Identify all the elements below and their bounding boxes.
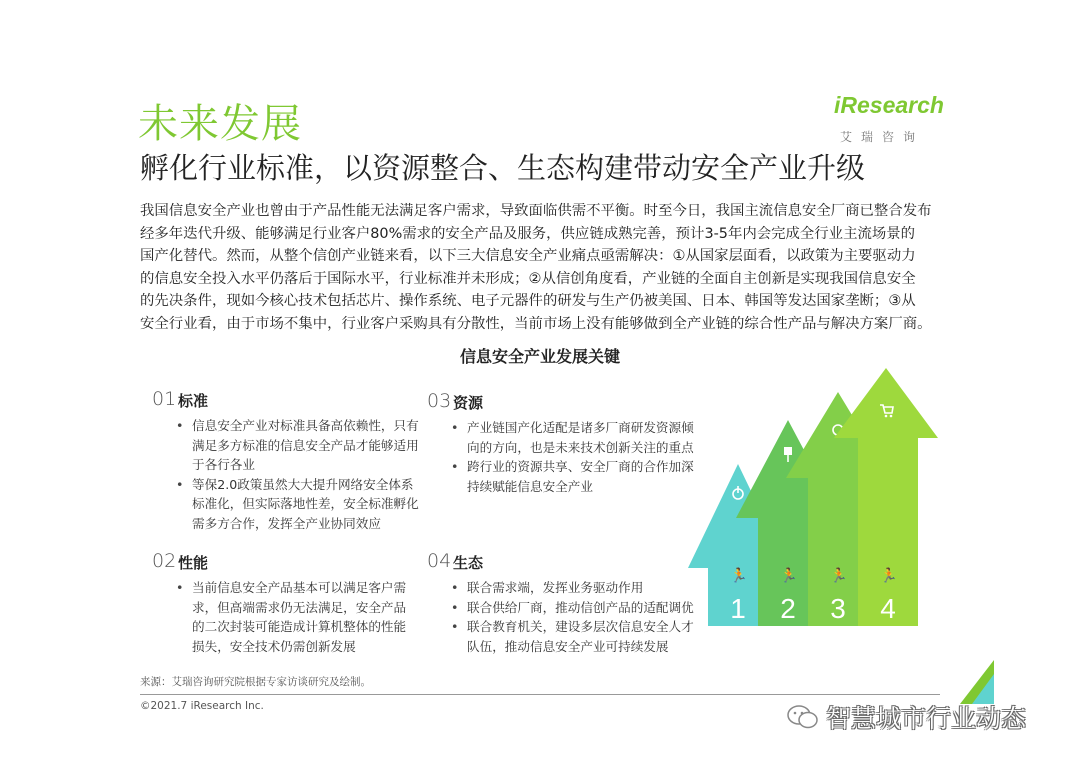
key-block-resources xyxy=(427,390,707,500)
block-bullets xyxy=(174,416,419,533)
block-label: 标准 xyxy=(178,392,209,410)
logo-text: iResearch xyxy=(834,92,944,118)
bullet-text: 于各行各业 xyxy=(192,457,255,472)
bullet-text: 信息安全产业对标准具备高依赖性，只有 xyxy=(192,418,419,433)
bullet-text: 向的方向，也是未来技术创新关注的重点 xyxy=(467,439,694,455)
block-label: 资源 xyxy=(453,394,484,412)
wechat-icon xyxy=(786,703,820,731)
bullet-item xyxy=(449,598,694,618)
bullet-text: 的二次封装可能造成计算机整体的性能 xyxy=(192,619,407,634)
bullet-text: 联合教育机关，建设多层次信息安全人才 xyxy=(467,619,694,634)
bullet-item xyxy=(449,418,694,457)
key-block-standards xyxy=(152,388,452,538)
bullet-text: 满足多方标准的信息安全产品才能够适用 xyxy=(192,437,419,453)
arrow-4-runner-icon: 🏃 xyxy=(880,568,898,584)
bullet-text: 当前信息安全产品基本可以满足客户需 xyxy=(192,580,407,595)
bullet-text: 等保2.0政策虽然大大提升网络安全体系 xyxy=(192,476,414,492)
bullet-text: 持续赋能信息安全产业 xyxy=(467,478,593,494)
iresearch-logo xyxy=(834,88,952,148)
block-bullets xyxy=(174,578,406,656)
block-label: 生态 xyxy=(453,554,484,572)
growth-arrows-graphic xyxy=(688,368,958,630)
bullet-text: 需多方合作，发挥全产业协同效应 xyxy=(192,515,381,531)
bullet-item xyxy=(174,475,419,534)
arrow-2-runner-icon: 🏃 xyxy=(780,568,798,584)
block-bullets xyxy=(449,578,694,656)
block-number: 01 xyxy=(152,388,177,410)
arrow-3-number: 3 xyxy=(830,593,846,624)
footer-source: 来源：艾瑞咨询研究院根据专家访谈研究及绘制。 xyxy=(140,676,371,688)
footer-copyright: ©2021.7 iResearch Inc. xyxy=(140,700,264,712)
bullet-text: 求，但高端需求仍无法满足，安全产品 xyxy=(192,599,407,615)
bullet-text: 产业链国产化适配是诸多厂商研发资源倾 xyxy=(467,420,694,435)
section-title: 未来发展 xyxy=(138,101,302,147)
bullet-text: 标准化，但实际落地性差，安全标准孵化 xyxy=(192,496,419,511)
bullet-item xyxy=(449,457,694,496)
intro-line: 经多年迭代升级、能够满足行业客户80%需求的安全产品及服务，供应链成熟完善，预计3-5年内会完成全行业主流场景的 xyxy=(140,225,916,242)
intro-line: 国产化替代。然而，从整个信创产业链来看，以下三大信息安全产业痛点亟需解决：①从国家层面看，以政策为主要驱动力 xyxy=(140,248,916,265)
corner-decoration-icon xyxy=(954,660,994,704)
bullet-item xyxy=(449,578,694,598)
arrow-3-runner-icon: 🏃 xyxy=(830,568,848,584)
intro-line: 我国信息安全产业也曾由于产品性能无法满足客户需求，导致面临供需不平衡。时至今日，我国主流信息安全厂商已整合发布 xyxy=(140,203,932,219)
watermark-text: 智慧城市行业动态 xyxy=(826,704,1027,733)
intro-paragraph xyxy=(140,200,970,336)
diagram-title: 信息安全产业发展关键 xyxy=(459,347,620,366)
watermark xyxy=(786,700,1026,734)
intro-line: 安全行业看，由于市场不集中，行业客户采购具有分散性，当前市场上没有能够做到全产业链的综合性产品与解决方案厂商。 xyxy=(140,315,932,332)
bullet-text: 跨行业的资源共享、安全厂商的合作加深 xyxy=(467,459,694,474)
arrow-1-number: 1 xyxy=(730,593,746,624)
bullet-item xyxy=(174,578,406,656)
arrow-2-number: 2 xyxy=(780,593,796,624)
bullet-item xyxy=(449,617,694,656)
key-block-performance xyxy=(152,550,452,654)
key-block-ecosystem xyxy=(427,550,707,654)
intro-line: 的信息安全投入水平仍落后于国际水平，行业标准并未形成；②从信创角度看，产业链的全面自主创新是实现我国信息安全 xyxy=(140,270,916,287)
headline: 孵化行业标准，以资源整合、生态构建带动安全产业升级 xyxy=(140,151,866,185)
footer-divider xyxy=(140,694,940,695)
bullet-text: 联合需求端，发挥业务驱动作用 xyxy=(467,580,644,595)
intro-line: 的先决条件，现如今核心技术包括芯片、操作系统、电子元器件的研发与生产仍被美国、日本、韩国等发达国家垄断；③从 xyxy=(140,293,916,310)
arrow-4-number: 4 xyxy=(880,593,896,624)
bullet-text: 队伍，推动信息安全产业可持续发展 xyxy=(467,638,669,654)
block-bullets xyxy=(449,418,694,496)
block-number: 03 xyxy=(427,390,452,412)
logo-subtitle: 艾瑞咨询 xyxy=(840,130,925,144)
bullet-text: 损失，安全技术仍需创新发展 xyxy=(192,638,356,654)
block-number: 02 xyxy=(152,550,177,572)
arrow-1-runner-icon: 🏃 xyxy=(730,568,748,584)
bullet-text: 联合供给厂商，推动信创产品的适配调优 xyxy=(467,599,694,615)
block-label: 性能 xyxy=(178,554,209,572)
block-number: 04 xyxy=(427,550,452,572)
bullet-item xyxy=(174,416,419,475)
